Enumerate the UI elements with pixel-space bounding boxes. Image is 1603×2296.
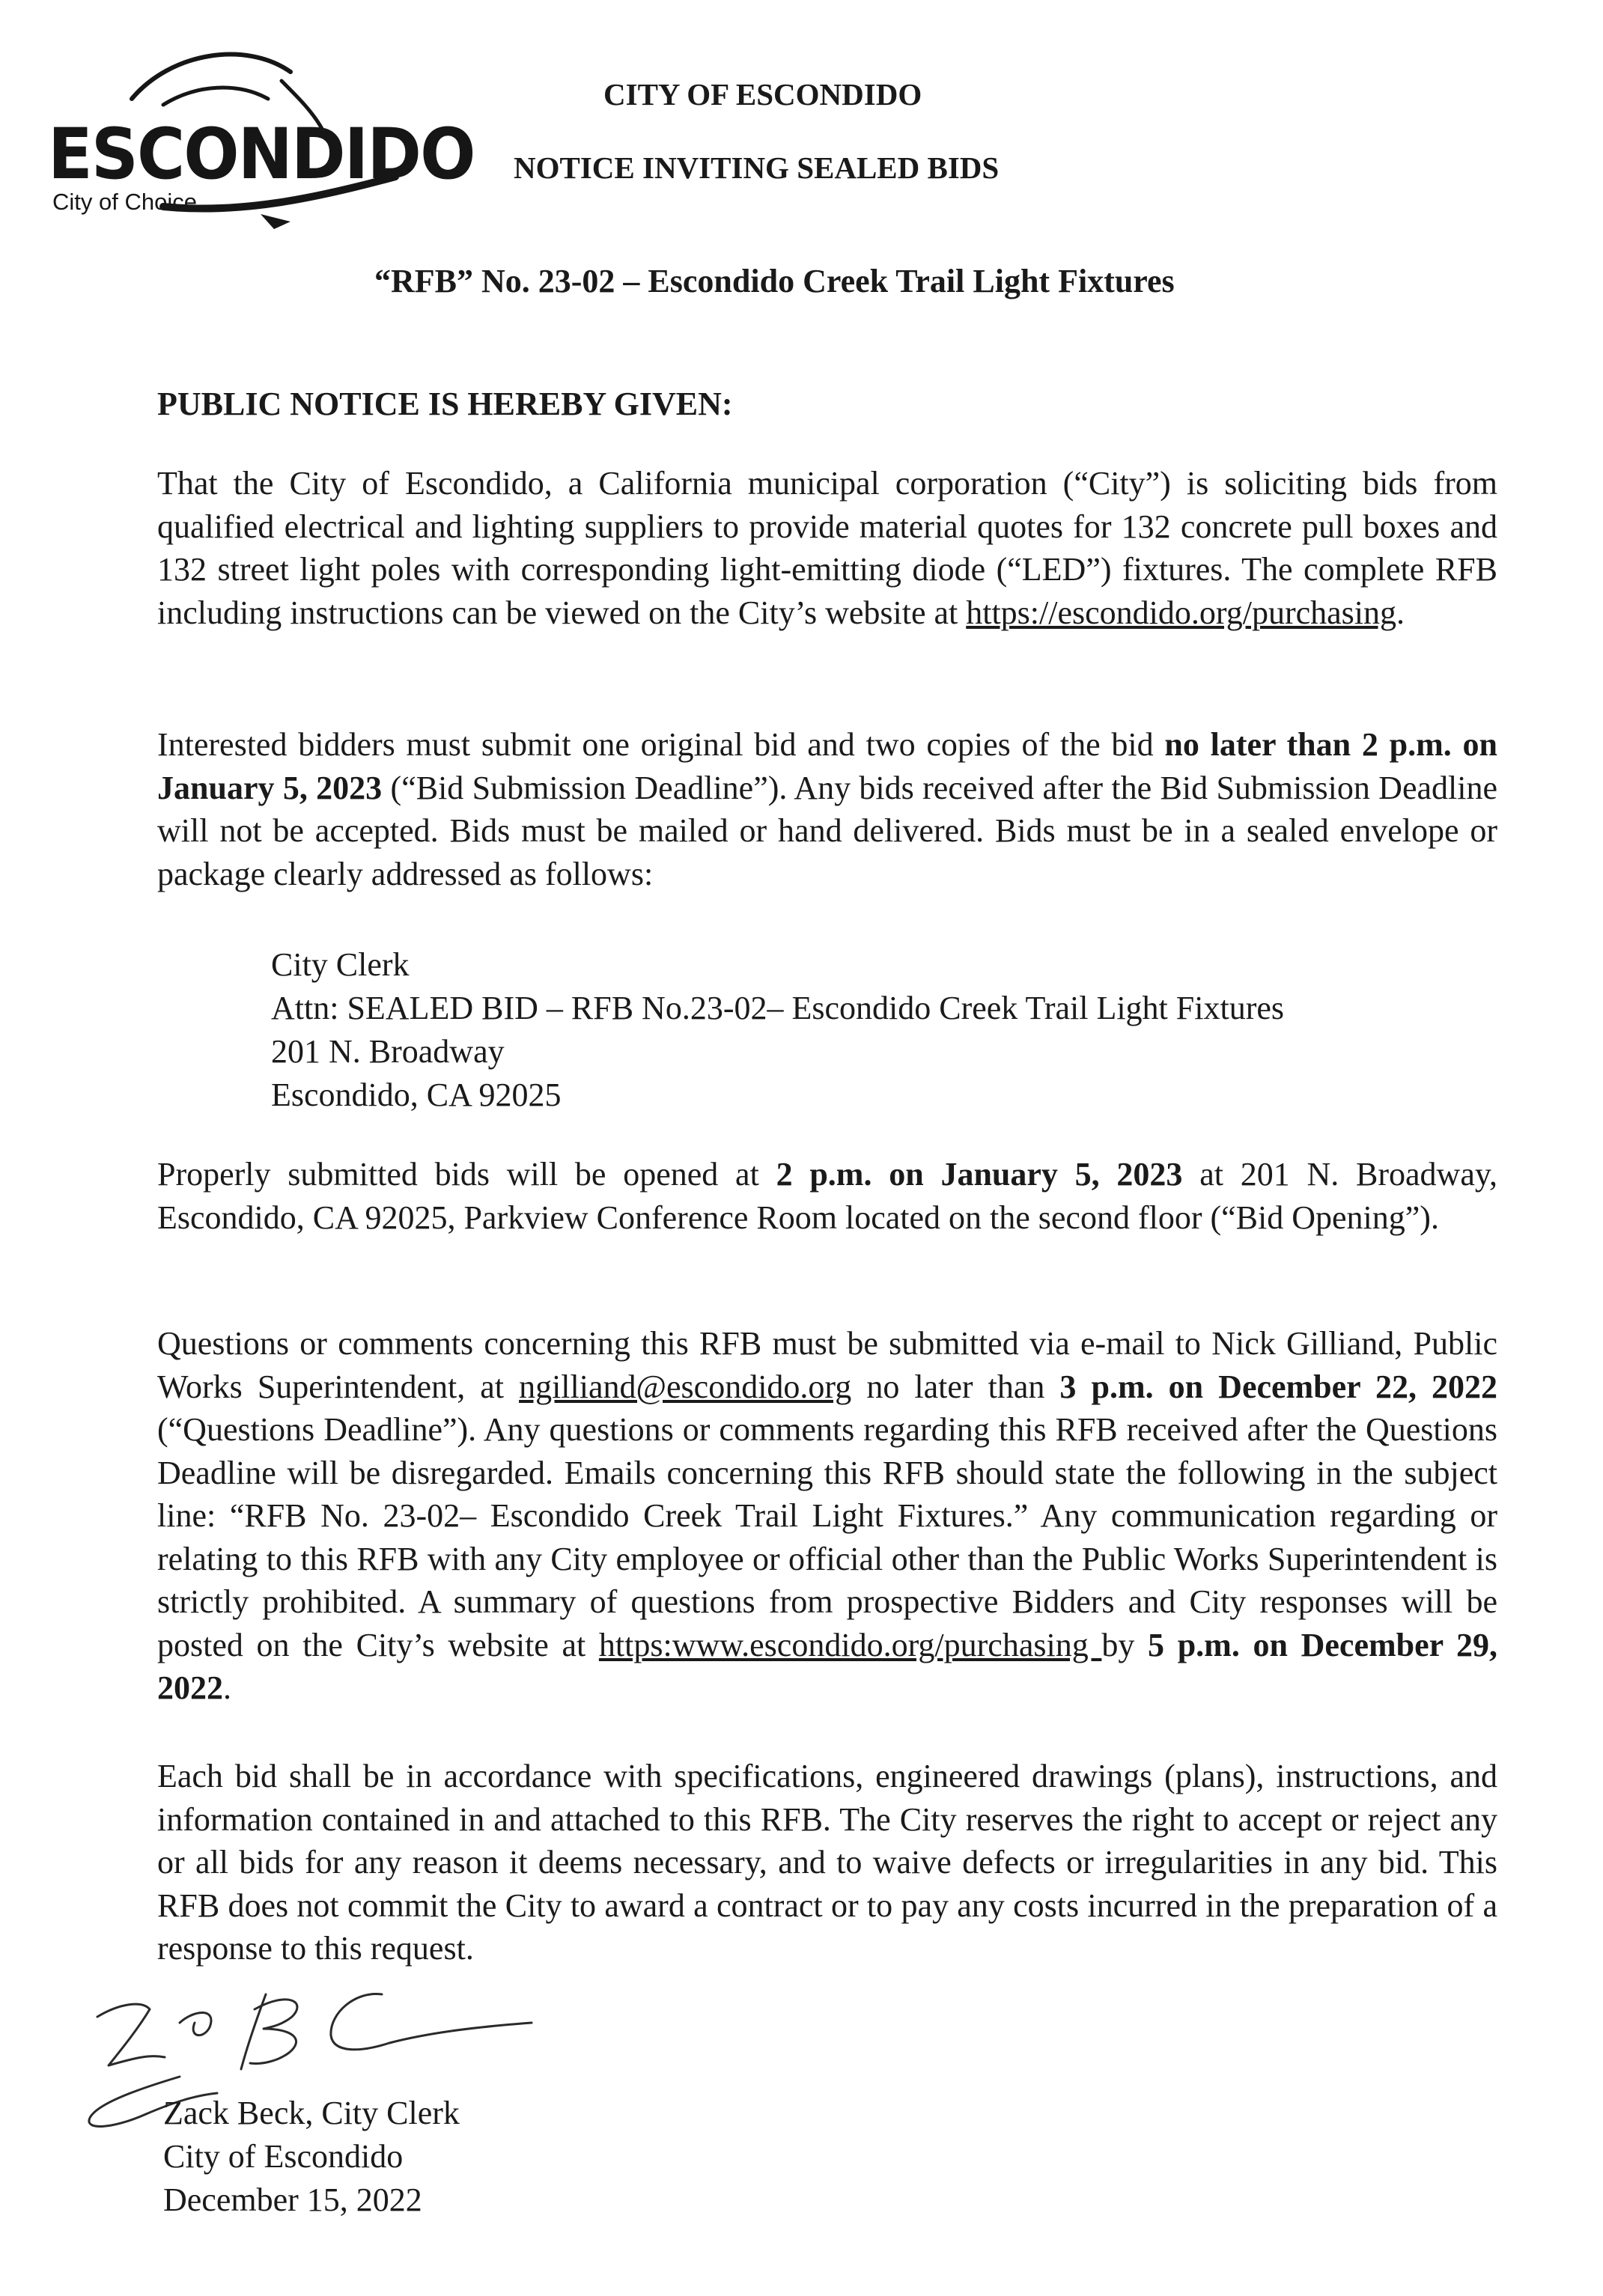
signer-name: Zack Beck, City Clerk — [163, 2095, 460, 2131]
paragraph-text: at 201 N. Broadway, Escondido, CA 92025, Parkview Conference Room located on the second floor (“Bid Opening”). — [157, 1156, 1497, 1236]
paragraph-solicitation — [157, 462, 1497, 634]
paragraph-bid-opening — [157, 1153, 1497, 1239]
paragraph-text: That the City of Escondido, a California municipal corporation (“City”) is soliciting bids from qualified electrical and lighting suppliers to provide material quotes for 132 concrete pull boxes and 132 street light poles with corresponding light-emitting diode (“LED”) fixtures. The complete RFB including instructions can be viewed on the City’s website at — [157, 465, 1497, 631]
paragraph-text: no later than — [851, 1368, 1060, 1405]
paragraph-questions — [157, 1322, 1497, 1710]
signer-organization: City of Escondido — [163, 2138, 404, 2175]
paragraph-text: Each bid shall be in accordance with specifications, engineered drawings (plans), instructions, and information contained in and attached to this RFB. The City reserves the right to accept or reject any or all bids for any reason it deems necessary, and to waive defects or irregularities in any bid. This RFB does not commit the City to award a contract or to pay any costs incurred in the preparation of a response to this request. — [157, 1758, 1497, 1967]
paragraph-text: Interested bidders must submit one original bid and two copies of the bid — [157, 726, 1165, 763]
submission-deadline: no later than 2 p.m. on January 5, 2023 — [157, 726, 1497, 806]
bid-opening-time: 2 p.m. on January 5, 2023 — [776, 1156, 1183, 1193]
signature-date: December 15, 2022 — [163, 2181, 422, 2218]
address-line: Attn: SEALED BID – RFB No.23-02– Escondido Creek Trail Light Fixtures — [271, 990, 1284, 1026]
logo-wordmark: ESCONDIDO — [48, 114, 475, 195]
paragraph-text: (“Bid Submission Deadline”). Any bids received after the Bid Submission Deadline will not be accepted. Bids must be mailed or hand delivered. Bids must be in a sealed envelope or package clearly addressed as follows: — [157, 769, 1497, 892]
paragraph-text: Questions or comments concerning this RFB must be submitted via e-mail to Nick Gilliand, Public Works Superintendent, at — [157, 1325, 1497, 1405]
paragraph-text: (“Questions Deadline”). Any questions or comments regarding this RFB received after the Questions Deadline will be disregarded. Emails concerning this RFB should state the following in the subject line: “RFB No. 23-02– Escondido Creek Trail Light Fixtures.” Any communication regarding or relating to this RFB with any City employee or official other than the Public Works Superintendent is strictly prohibited. A summary of questions from prospective Bidders and City responses will be posted on the City’s website at — [157, 1411, 1497, 1663]
signature-block — [163, 2092, 460, 2222]
address-line: Escondido, CA 92025 — [271, 1077, 562, 1113]
paragraph-terms — [157, 1755, 1497, 1970]
mailing-address — [271, 943, 1284, 1117]
address-line: City Clerk — [271, 946, 410, 983]
responses-deadline: 5 p.m. on December 29, 2022 — [157, 1626, 1498, 1706]
paragraph-end: . — [1396, 594, 1405, 631]
paragraph-submission — [157, 723, 1497, 895]
contact-email-link[interactable]: ngilliand@escondido.org — [519, 1368, 852, 1405]
address-line: 201 N. Broadway — [271, 1033, 505, 1070]
questions-deadline: 3 p.m. on December 22, 2022 — [1059, 1368, 1498, 1405]
paragraph-end: . — [223, 1669, 231, 1706]
city-heading: CITY OF ESCONDIDO — [603, 77, 922, 112]
public-notice-heading: PUBLIC NOTICE IS HEREBY GIVEN: — [157, 386, 733, 422]
paragraph-text: by — [1101, 1626, 1149, 1663]
escondido-logo — [43, 45, 475, 240]
notice-heading: NOTICE INVITING SEALED BIDS — [514, 150, 1000, 185]
paragraph-text: Properly submitted bids will be opened at — [157, 1156, 776, 1193]
rfb-title: “RFB” No. 23-02 – Escondido Creek Trail Light Fixtures — [374, 263, 1175, 299]
logo-tagline: City of Choice — [52, 189, 197, 215]
purchasing-link[interactable]: https://escondido.org/purchasing — [966, 594, 1397, 631]
purchasing-link[interactable]: https:www.escondido.org/purchasing — [598, 1626, 1102, 1663]
